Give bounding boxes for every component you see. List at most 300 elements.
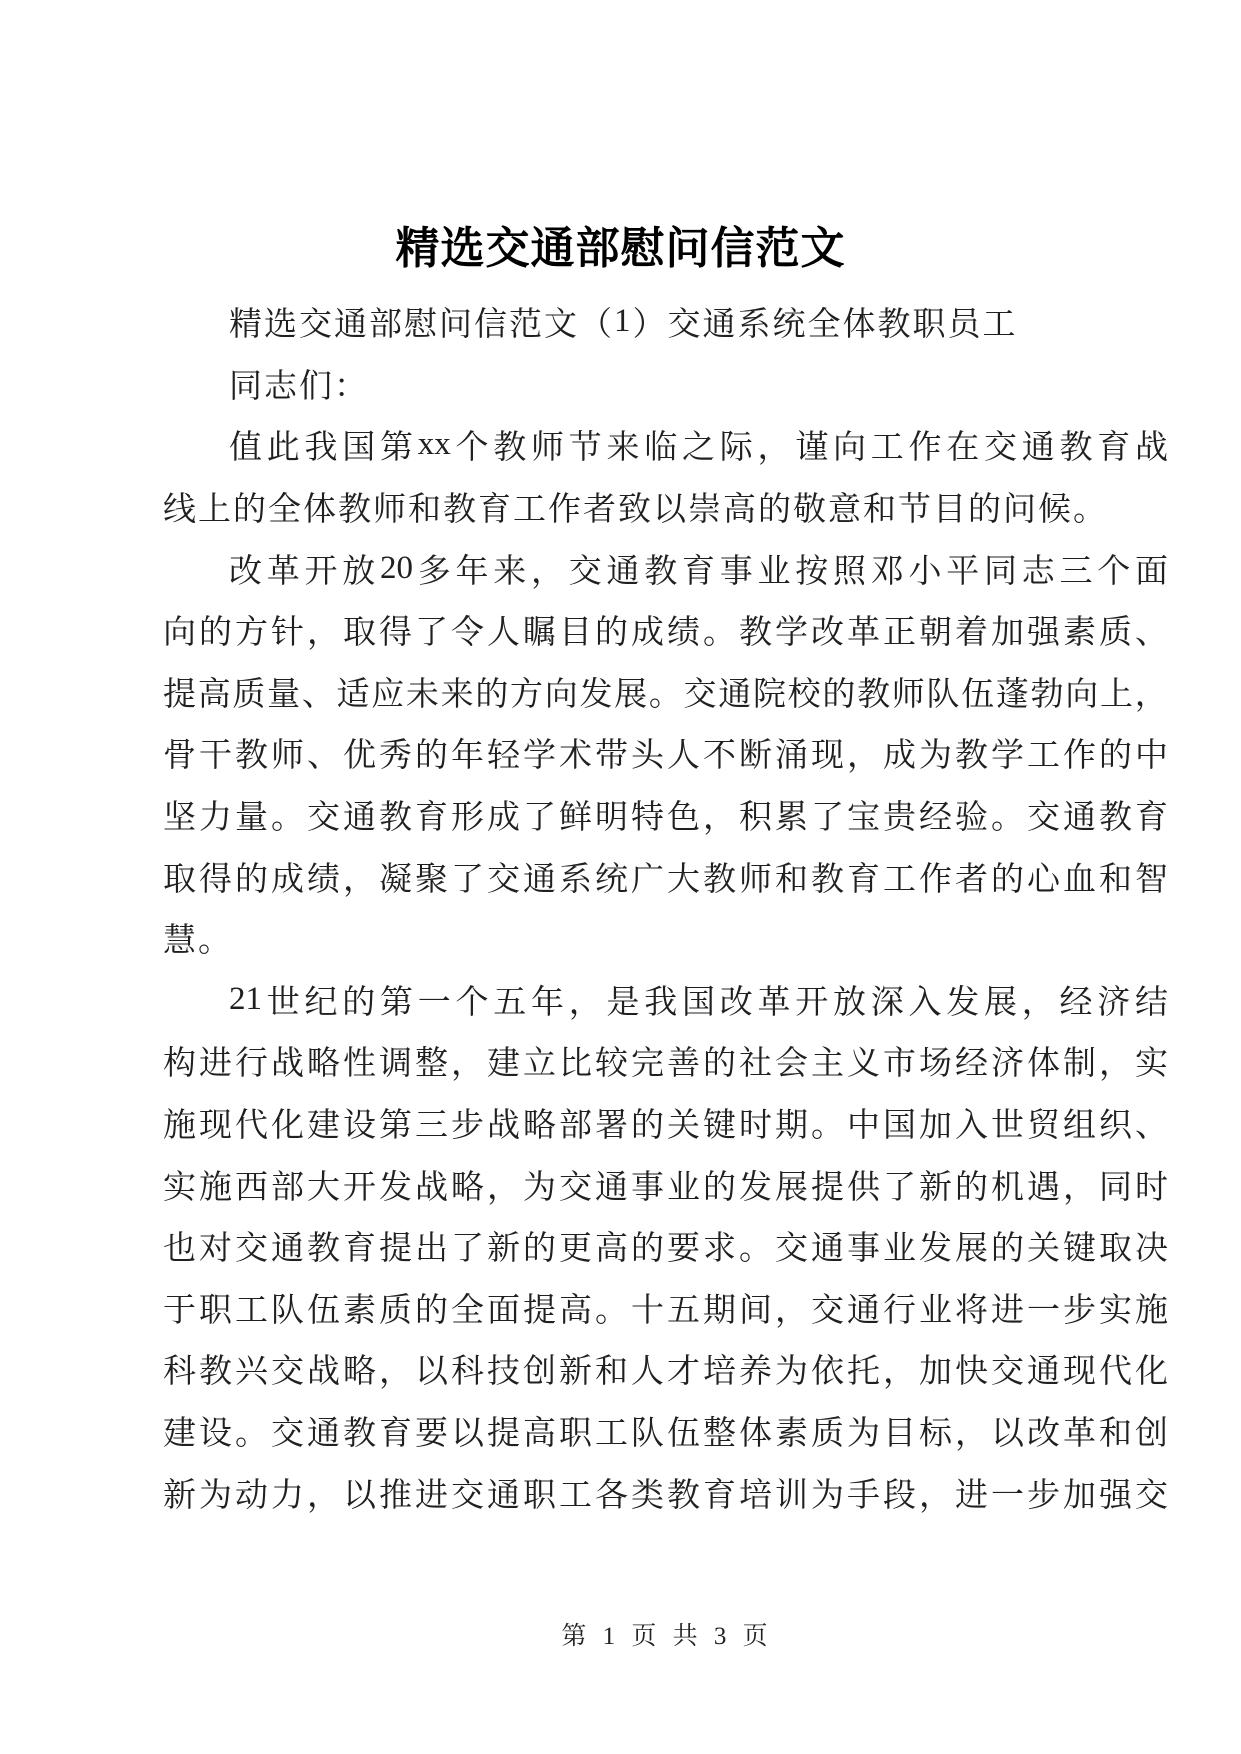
char: 为: [199, 1477, 232, 1514]
char: 师: [531, 430, 564, 467]
char: 人: [631, 1354, 664, 1391]
char: 力: [199, 800, 232, 837]
char: 志: [1021, 553, 1055, 590]
char: 提: [523, 1292, 556, 1329]
char: 教: [343, 1415, 376, 1452]
char: 调: [379, 1046, 412, 1083]
char: 院: [752, 676, 786, 713]
char: 工: [559, 1477, 592, 1514]
char: 施: [199, 1169, 232, 1206]
char: 改: [1027, 1415, 1060, 1452]
char: 是: [606, 984, 640, 1021]
char: 绩: [307, 861, 340, 898]
char: 开: [343, 1169, 376, 1206]
char: 新: [163, 1477, 196, 1514]
char: 学: [991, 738, 1024, 775]
char: 培: [739, 1477, 772, 1514]
char: 的: [475, 676, 509, 713]
char: 向: [163, 615, 196, 652]
char: 队: [926, 676, 960, 713]
char: 成: [883, 738, 916, 775]
char: 中: [847, 1108, 880, 1145]
char: 供: [847, 1169, 880, 1206]
char: 、: [1135, 1108, 1168, 1145]
char: 以: [451, 1415, 484, 1452]
char: 取: [1099, 1231, 1132, 1268]
char: 国: [342, 430, 376, 467]
char: 社: [739, 1046, 772, 1083]
char: 以: [415, 1354, 448, 1391]
char: 工: [595, 1415, 628, 1452]
char: 职: [199, 1292, 232, 1329]
char: 聚: [415, 861, 448, 898]
char: 工: [235, 1292, 268, 1329]
char: 广: [631, 861, 664, 898]
char: 和: [775, 861, 808, 898]
char: 问: [439, 307, 472, 344]
char: （: [579, 307, 612, 344]
char: 体: [303, 492, 336, 529]
char: 事: [847, 1231, 880, 1268]
char: 业: [667, 1169, 700, 1206]
char: 文: [544, 307, 577, 344]
char: 以: [343, 1477, 376, 1514]
char: 的: [758, 492, 791, 529]
char: 教: [338, 492, 371, 529]
char: 慧: [163, 923, 196, 960]
char: 战: [487, 1108, 520, 1145]
char: ：: [334, 368, 367, 405]
char: 的: [991, 861, 1024, 898]
document-body: [163, 291, 1168, 1523]
char: 养: [739, 1354, 772, 1391]
char: 新: [559, 1354, 592, 1391]
char: 目: [559, 615, 592, 652]
char: 不: [703, 738, 736, 775]
char: 育: [1097, 430, 1131, 467]
char: 会: [775, 1046, 808, 1083]
char: 技: [487, 1354, 520, 1391]
char: 交: [683, 676, 717, 713]
char: 育: [478, 492, 511, 529]
char: 交: [271, 1415, 304, 1452]
char: 市: [883, 1046, 916, 1083]
char: 革: [757, 984, 791, 1021]
char: 得: [379, 615, 412, 652]
char: 线: [163, 492, 196, 529]
char: 贸: [1027, 1108, 1060, 1145]
char: 为: [523, 1169, 556, 1206]
char: 交: [1135, 1477, 1168, 1514]
char: 照: [833, 553, 866, 590]
char: 取: [343, 615, 376, 652]
char: ，: [568, 984, 602, 1021]
char: ，: [757, 430, 791, 467]
char: 略: [307, 1046, 340, 1083]
char: 科: [163, 1354, 196, 1391]
char: 放: [342, 553, 376, 590]
char: 实: [1099, 1292, 1132, 1329]
char: 义: [847, 1046, 880, 1083]
char: 提: [163, 676, 196, 713]
char: 教: [235, 738, 268, 775]
char: 学: [523, 738, 556, 775]
char: 各: [595, 1477, 628, 1514]
char: 通: [606, 553, 640, 590]
char: 时: [739, 1108, 772, 1145]
char: 我: [644, 984, 678, 1021]
char: 训: [775, 1477, 808, 1514]
char: 兴: [235, 1354, 268, 1391]
char: 通: [343, 800, 376, 837]
text-line: [163, 1277, 1168, 1339]
char: 展: [955, 1231, 988, 1268]
char: 着: [955, 615, 988, 652]
char: 通: [1021, 430, 1055, 467]
char: 的: [822, 676, 856, 713]
char: 值: [229, 430, 262, 467]
char: 选: [264, 307, 297, 344]
char: 质: [1099, 615, 1132, 652]
char: 。: [739, 1231, 772, 1268]
char: 特: [631, 800, 664, 837]
char: 1: [614, 303, 631, 340]
char: 质: [232, 676, 266, 713]
char: 瞩: [523, 615, 556, 652]
char: ，: [307, 1477, 340, 1514]
char: 将: [955, 1292, 988, 1329]
char: 强: [1027, 615, 1060, 652]
char: 的: [955, 1169, 988, 1206]
char: 志: [264, 368, 297, 405]
char: 交: [235, 1231, 268, 1268]
char: 宝: [847, 800, 880, 837]
char: 朝: [919, 615, 952, 652]
char: 崇: [688, 492, 721, 529]
char: 和: [863, 492, 896, 529]
char: 建: [307, 1108, 340, 1145]
char: ，: [487, 1169, 520, 1206]
char: 个: [455, 984, 489, 1021]
char: 性: [343, 1046, 376, 1083]
char: 新: [487, 1231, 520, 1268]
char: 进: [415, 1477, 448, 1514]
char: 积: [739, 800, 772, 837]
char: 通: [334, 307, 367, 344]
char: 交: [271, 1354, 304, 1391]
char: 现: [199, 1108, 232, 1145]
char: 向: [833, 430, 866, 467]
char: 方: [235, 615, 268, 652]
char: 通: [1063, 800, 1096, 837]
char: 学: [775, 615, 808, 652]
char: 量: [235, 800, 268, 837]
char: 交: [568, 553, 602, 590]
char: 战: [271, 1046, 304, 1083]
char: 工: [982, 307, 1016, 344]
char: 的: [703, 1046, 736, 1083]
char: 通: [1027, 1354, 1060, 1391]
char: 手: [847, 1477, 880, 1514]
char: 了: [523, 800, 556, 837]
char: 累: [775, 800, 808, 837]
char: 标: [919, 1415, 952, 1452]
char: 西: [235, 1169, 268, 1206]
char: 略: [523, 1108, 556, 1145]
char: 教: [1099, 800, 1132, 837]
char: 来: [440, 676, 474, 713]
char: 形: [451, 800, 484, 837]
char: 事: [631, 1169, 664, 1206]
char: 纪: [304, 984, 338, 1021]
char: 师: [271, 738, 304, 775]
char: 敬: [793, 492, 826, 529]
char: 取: [163, 861, 196, 898]
text-line: [163, 907, 1168, 969]
char: 在: [946, 430, 980, 467]
char: 展: [614, 676, 648, 713]
char: 高: [559, 1292, 592, 1329]
text-line: [163, 599, 1168, 661]
char: 交: [811, 1292, 844, 1329]
char: 和: [1099, 1415, 1132, 1452]
char: 第: [379, 1108, 412, 1145]
char: 方: [510, 676, 544, 713]
char: 遇: [1027, 1169, 1060, 1206]
char: 的: [631, 1108, 664, 1145]
char: 秀: [379, 738, 412, 775]
char: 发: [739, 1169, 772, 1206]
text-line: [163, 476, 1168, 538]
text-line: [163, 722, 1168, 784]
char: 按: [795, 553, 829, 590]
char: 成: [631, 615, 664, 652]
char: 师: [739, 861, 772, 898]
char: 以: [653, 492, 686, 529]
char: 育: [847, 861, 880, 898]
char: 施: [163, 1108, 196, 1145]
char: 整: [415, 1046, 448, 1083]
char: 新: [919, 1169, 952, 1206]
char: 职: [559, 1415, 592, 1452]
char: 育: [415, 800, 448, 837]
char: 了: [415, 615, 448, 652]
document-title: 精选交通部慰问信范文: [395, 224, 846, 273]
char: 上: [198, 492, 231, 529]
char: 构: [163, 1046, 196, 1083]
page-number-label: 第 1 页 共 3 页: [561, 1622, 770, 1650]
char: 向: [544, 676, 578, 713]
text-line: [163, 537, 1168, 599]
char: 教: [667, 1477, 700, 1514]
char: 伍: [667, 1415, 700, 1452]
char: 教: [739, 615, 772, 652]
char: ，: [1063, 1169, 1096, 1206]
char: 推: [379, 1477, 412, 1514]
char: 业: [919, 1292, 952, 1329]
char: 血: [1063, 861, 1096, 898]
char: 济: [1097, 984, 1131, 1021]
char: 和: [1099, 861, 1132, 898]
char: 革: [266, 553, 300, 590]
char: 实: [1135, 1046, 1168, 1083]
char: 较: [595, 1046, 628, 1083]
char: 国: [682, 984, 715, 1021]
char: 。: [703, 615, 736, 652]
char: 多: [417, 553, 451, 590]
char: 面: [487, 1292, 520, 1329]
char: 业: [883, 1231, 916, 1268]
text-line: [163, 661, 1168, 723]
char: ，: [703, 800, 736, 837]
text-line: [163, 1030, 1168, 1092]
char: 的: [199, 615, 232, 652]
char: 的: [631, 1231, 664, 1268]
char: 素: [1063, 615, 1096, 652]
char: 量: [267, 676, 301, 713]
char: 略: [451, 1169, 484, 1206]
char: 时: [1135, 1169, 1168, 1206]
char: 通: [271, 1231, 304, 1268]
char: 为: [919, 738, 952, 775]
char: 轻: [487, 738, 520, 775]
char: 期: [703, 1292, 736, 1329]
char: 交: [775, 1231, 808, 1268]
char: 教: [877, 307, 911, 344]
char: 更: [559, 1231, 592, 1268]
char: 提: [487, 1415, 520, 1452]
char: 。: [235, 1415, 268, 1452]
char: 间: [739, 1292, 772, 1329]
char: 交: [559, 1169, 592, 1206]
char: 交: [667, 307, 701, 344]
char: 职: [523, 1477, 556, 1514]
char: 建: [163, 1415, 196, 1452]
char: 教: [443, 492, 476, 529]
char: 的: [1099, 738, 1132, 775]
char: 作: [908, 430, 942, 467]
char: 伍: [307, 1292, 340, 1329]
char: 明: [595, 800, 628, 837]
char: 世: [991, 1108, 1024, 1145]
char: 平: [946, 553, 980, 590]
char: 全: [451, 1292, 484, 1329]
char: 际: [719, 430, 753, 467]
char: 21: [229, 980, 262, 1017]
char: 问: [1003, 492, 1036, 529]
char: 托: [847, 1354, 880, 1391]
char: 步: [451, 1108, 484, 1145]
char: 育: [703, 1477, 736, 1514]
char: 得: [199, 861, 232, 898]
char: 的: [991, 1231, 1024, 1268]
char: ，: [847, 738, 880, 775]
char: 通: [523, 861, 556, 898]
char: 为: [847, 1415, 880, 1452]
char: 人: [667, 738, 700, 775]
char: 的: [523, 1231, 556, 1268]
char: 工: [870, 430, 904, 467]
char: 放: [833, 984, 866, 1021]
char: 育: [379, 1415, 412, 1452]
char: 者: [583, 492, 616, 529]
char: 谨: [795, 430, 829, 467]
char: 部: [271, 1169, 304, 1206]
char: 大: [307, 1169, 340, 1206]
char: 教: [857, 676, 891, 713]
char: 进: [955, 1477, 988, 1514]
char: 依: [811, 1354, 844, 1391]
char: 现: [811, 738, 844, 775]
char: 进: [991, 1292, 1024, 1329]
char: 加: [919, 1108, 952, 1145]
char: 才: [667, 1354, 700, 1391]
char: 加: [991, 615, 1024, 652]
char: 主: [811, 1046, 844, 1083]
char: 力: [271, 1477, 304, 1514]
char: 交: [299, 307, 332, 344]
char: 行: [235, 1046, 268, 1083]
char: 设: [343, 1108, 376, 1145]
char: 年: [531, 984, 564, 1021]
char: 小: [908, 553, 942, 590]
char: 上: [1099, 676, 1133, 713]
char: 高: [723, 492, 756, 529]
char: 。: [198, 923, 231, 960]
char: 蓬: [995, 676, 1029, 713]
char: 干: [199, 738, 232, 775]
char: 改: [719, 984, 753, 1021]
char: 范: [509, 307, 542, 344]
char: 节: [898, 492, 931, 529]
char: 成: [271, 861, 304, 898]
text-line: [163, 353, 1168, 415]
char: 动: [235, 1477, 268, 1514]
text-line: [163, 291, 1168, 353]
char: 要: [667, 1231, 700, 1268]
char: 略: [343, 1354, 376, 1391]
char: 20: [380, 549, 413, 586]
char: 提: [379, 1231, 412, 1268]
char: ，: [1134, 676, 1168, 713]
char: 设: [199, 1415, 232, 1452]
char: 勃: [1030, 676, 1064, 713]
char: 开: [304, 553, 338, 590]
char: 贵: [883, 800, 916, 837]
char: 教: [379, 800, 412, 837]
char: 面: [1135, 553, 1168, 590]
char: 工: [883, 861, 916, 898]
char: 对: [199, 1231, 232, 1268]
char: 个: [455, 430, 489, 467]
char: 师: [891, 676, 925, 713]
char: 化: [1135, 1354, 1168, 1391]
char: 伍: [961, 676, 995, 713]
char: 一: [991, 1477, 1024, 1514]
text-line: [163, 1400, 1168, 1462]
char: 通: [811, 1231, 844, 1268]
char: 以: [991, 1415, 1024, 1452]
char: 系: [737, 307, 771, 344]
char: 教: [955, 738, 988, 775]
char: 统: [772, 307, 806, 344]
char: 人: [487, 615, 520, 652]
char: ，: [343, 861, 376, 898]
char: 慰: [404, 307, 437, 344]
char: 培: [703, 1354, 736, 1391]
char: 发: [379, 1169, 412, 1206]
char: 智: [1135, 861, 1168, 898]
